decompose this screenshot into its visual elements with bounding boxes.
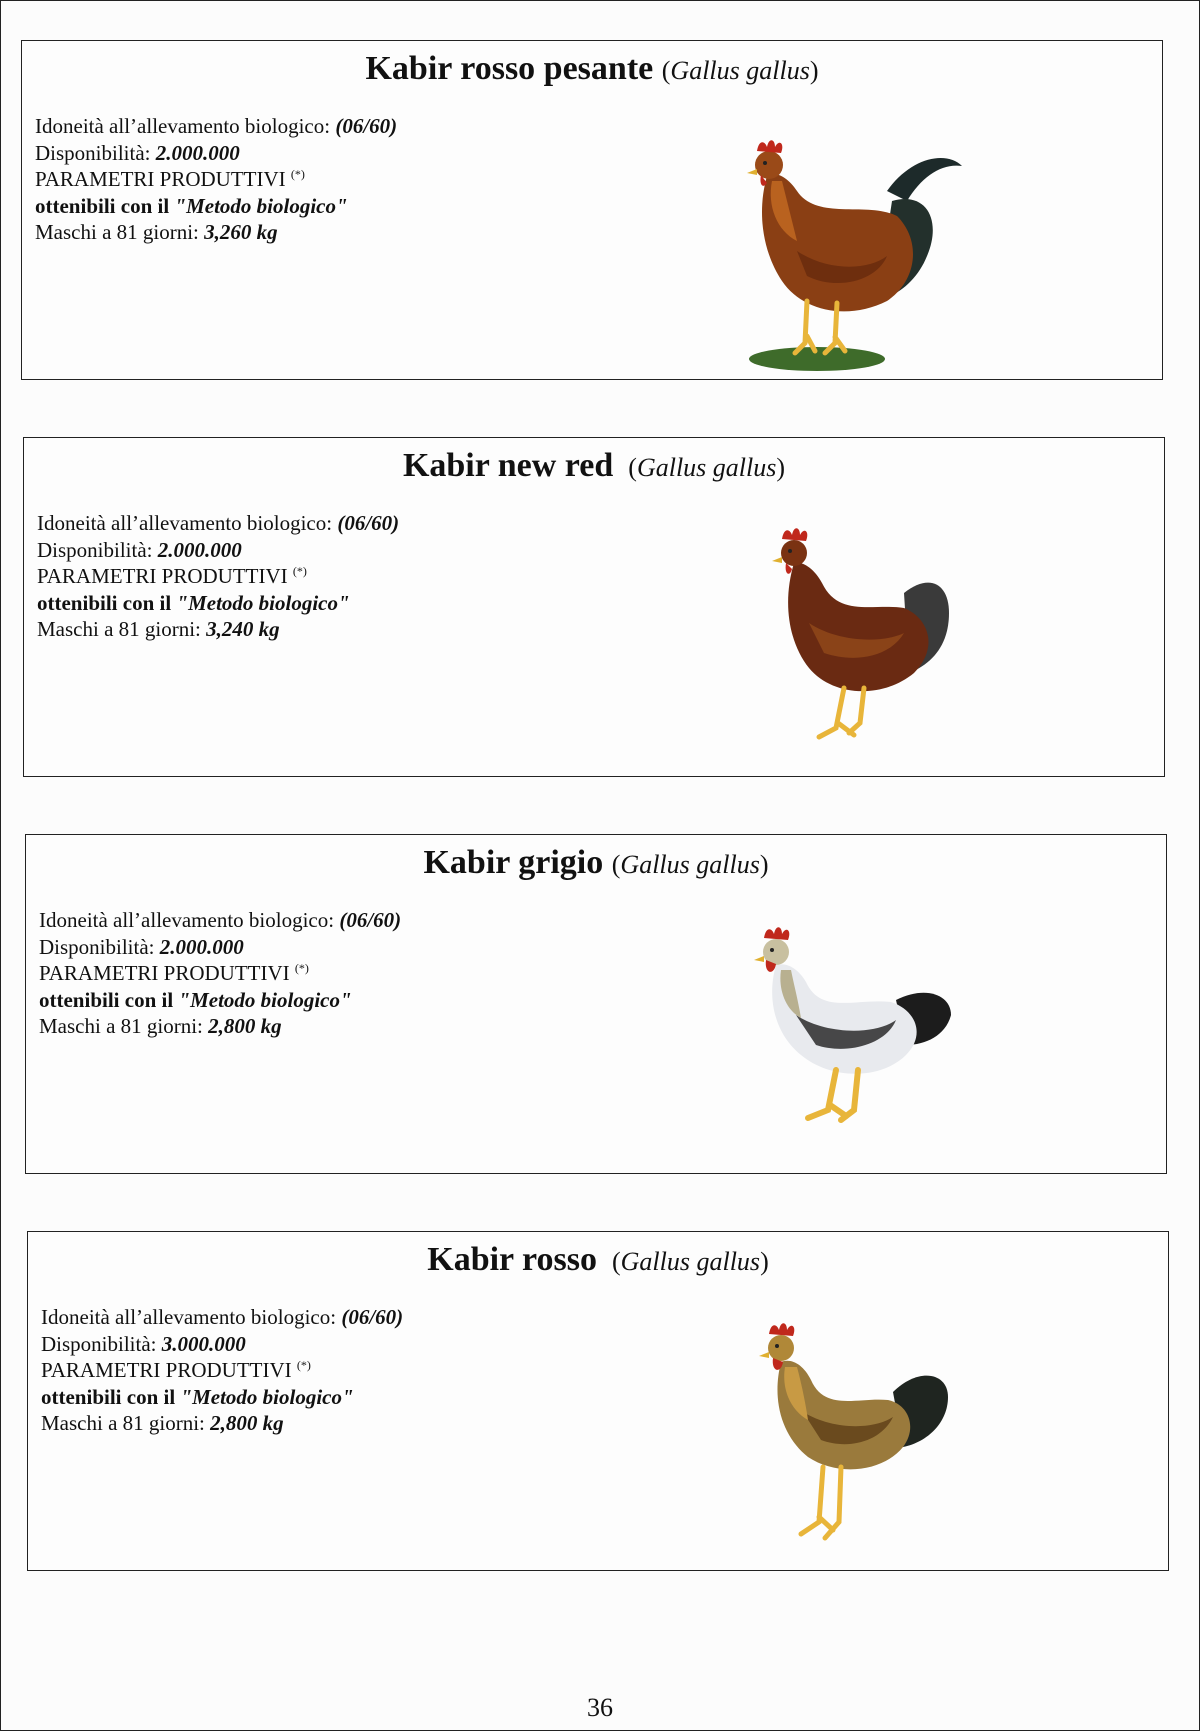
method-row: ottenibili con il "Metodo biologico" [37,590,350,615]
males-weight-value: 2,800 kg [210,1411,284,1435]
footnote-marker: (*) [290,167,305,181]
rooster-new-red-illustration [764,523,994,753]
rooster-grey-illustration [746,920,996,1150]
breed-card [25,834,1167,1174]
availability-row: Disponibilità: 2.000.000 [35,140,240,165]
method-row: ottenibili con il "Metodo biologico" [35,193,348,218]
availability-value: 2.000.000 [155,140,240,165]
males-row: Maschi a 81 giorni: 3,260 kg [35,220,278,244]
males-weight-value: 3,260 kg [204,220,278,244]
breed-name: Kabir rosso pesante [365,50,654,87]
breed-name: Kabir grigio [423,844,604,881]
breed-info [39,907,401,1040]
scientific-name: Gallus gallus [670,56,810,85]
scientific-name: Gallus gallus [620,850,760,879]
method-row: ottenibili con il "Metodo biologico" [39,987,352,1012]
suitability-row: Idoneità all’allevamento biologico: (06/60) [39,908,402,932]
availability-value: 2.000.000 [159,934,244,959]
page-number: 36 [587,1693,613,1722]
scientific-name: Gallus gallus [620,1247,761,1276]
males-row: Maschi a 81 giorni: 3,240 kg [37,617,280,641]
males-row: Maschi a 81 giorni: 2,800 kg [41,1411,284,1435]
breed-info [37,510,399,643]
breed-info [41,1304,403,1437]
breed-title: Kabir grigio (Gallus gallus) [423,844,769,881]
breed-title: Kabir rosso (Gallus gallus) [427,1241,769,1278]
suitability-value: (06/60) [337,511,400,535]
breed-info [35,113,397,246]
availability-value: 3.000.000 [161,1331,246,1356]
method-row: ottenibili con il "Metodo biologico" [41,1384,354,1409]
params-row: PARAMETRI PRODUTTIVI (*) [35,167,305,191]
suitability-row: Idoneità all’allevamento biologico: (06/60) [37,511,400,535]
params-row: PARAMETRI PRODUTTIVI (*) [37,564,307,588]
footnote-marker: (*) [292,564,307,578]
suitability-value: (06/60) [341,1305,404,1329]
breed-card [27,1231,1169,1571]
suitability-row: Idoneità all’allevamento biologico: (06/60) [41,1305,404,1329]
suitability-row: Idoneità all’allevamento biologico: (06/60) [35,114,398,138]
breed-name: Kabir new red [402,447,614,484]
availability-row: Disponibilità: 2.000.000 [39,934,244,959]
footnote-marker: (*) [296,1358,311,1372]
breed-card [23,437,1165,777]
males-row: Maschi a 81 giorni: 2,800 kg [39,1014,282,1038]
males-weight-value: 3,240 kg [206,617,280,641]
breed-title: Kabir new red (Gallus gallus) [402,447,786,484]
suitability-value: (06/60) [335,114,398,138]
males-weight-value: 2,800 kg [208,1014,282,1038]
rooster-red-illustration [753,1312,983,1557]
params-row: PARAMETRI PRODUTTIVI (*) [41,1358,311,1382]
breed-title: Kabir rosso pesante (Gallus gallus) [365,50,819,87]
suitability-value: (06/60) [339,908,402,932]
availability-row: Disponibilità: 2.000.000 [37,537,242,562]
availability-row: Disponibilità: 3.000.000 [41,1331,246,1356]
breed-card [21,40,1163,380]
availability-value: 2.000.000 [157,537,242,562]
rooster-brown-illustration [737,131,987,371]
footnote-marker: (*) [294,961,309,975]
breed-name: Kabir rosso [427,1241,597,1278]
params-row: PARAMETRI PRODUTTIVI (*) [39,961,309,985]
scientific-name: Gallus gallus [636,453,777,482]
